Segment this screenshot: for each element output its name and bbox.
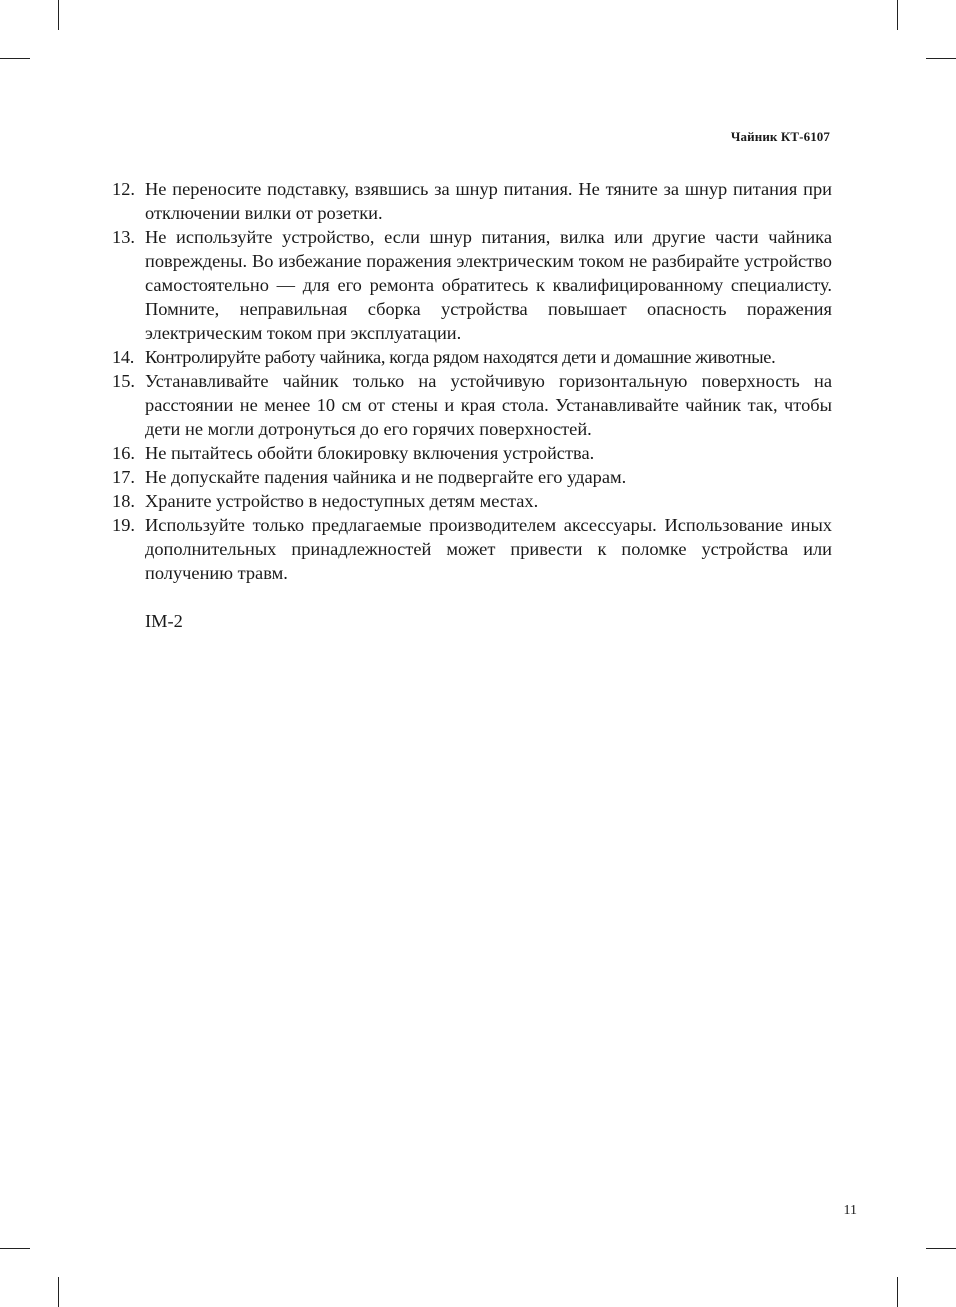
- list-item: [112, 465, 832, 489]
- list-item-text: Устанавливайте чайник только на устойчивую горизонтальную поверхность на расстоянии не менее 10 см от стены и края стола. Устанавливайте чайник так, чтобы дети не могли дотронуться до его горячих поверхностей.: [145, 371, 832, 439]
- list-item-text: Храните устройство в недоступных детям местах.: [145, 491, 539, 511]
- section-code: IM-2: [145, 611, 183, 631]
- crop-mark: [897, 1277, 898, 1307]
- list-item-number: 14.: [112, 347, 134, 367]
- list-item: [112, 177, 832, 225]
- list-item-text: Не пытайтесь обойти блокировку включения устройства.: [145, 443, 595, 463]
- list-item-text: Не используйте устройство, если шнур питания, вилка или другие части чайника повреждены. Во избежание поражения электрическим током не разбирайте устройство самостоятельно — для его ремонта обратитесь к квалифицированному специалисту. Помните, неправильная сборка устройства повышает опасность поражения электрическим током при эксплуатации.: [145, 227, 832, 343]
- list-item-text: Не допускайте падения чайника и не подвергайте его ударам.: [145, 467, 627, 487]
- list-item-number: 15.: [112, 371, 135, 391]
- list-item-text: Контролируйте работу чайника, когда рядом находятся дети и домашние животные.: [145, 347, 776, 367]
- list-item: [112, 225, 832, 345]
- list-item-number: 18.: [112, 491, 135, 511]
- list-item: [112, 489, 832, 513]
- list-item-number: 16.: [112, 443, 135, 463]
- list-item: [112, 345, 832, 369]
- crop-mark: [58, 0, 59, 30]
- crop-mark: [0, 58, 30, 59]
- list-item: [112, 441, 832, 465]
- list-item-number: 12.: [112, 179, 135, 199]
- crop-mark: [58, 1277, 59, 1307]
- crop-mark: [926, 58, 956, 59]
- page-number: 11: [843, 1203, 857, 1218]
- crop-mark: [897, 0, 898, 30]
- list-item: [112, 513, 832, 585]
- crop-mark: [0, 1248, 30, 1249]
- list-item: [112, 369, 832, 441]
- crop-mark: [926, 1248, 956, 1249]
- list-item-number: 17.: [112, 467, 135, 487]
- running-header: Чайник КТ-6107: [730, 129, 830, 144]
- safety-instructions-list: [112, 177, 832, 585]
- list-item-number: 19.: [112, 515, 135, 535]
- list-item-text: Не переносите подставку, взявшись за шнур питания. Не тяните за шнур питания при отключении вилки от розетки.: [145, 179, 832, 223]
- list-item-number: 13.: [112, 227, 135, 247]
- list-item-text: Используйте только предлагаемые производителем аксессуары. Использование иных дополнительных принадлежностей может привести к поломке устройства или получению травм.: [145, 515, 832, 583]
